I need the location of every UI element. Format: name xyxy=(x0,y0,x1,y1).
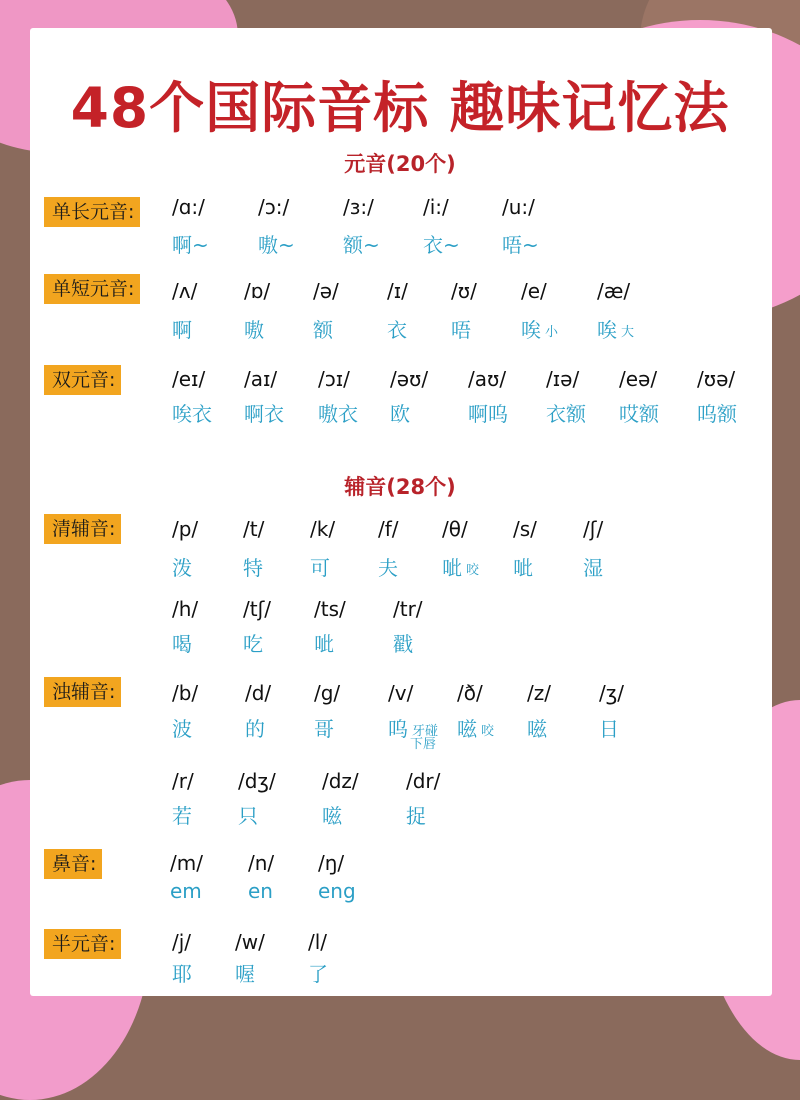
phonetic-symbol: /s/ xyxy=(513,517,537,541)
phonetic-symbol: /dz/ xyxy=(322,769,359,793)
mnemonic-text: 嗞 xyxy=(457,717,477,741)
mnemonic-text: 啊衣 xyxy=(244,402,284,426)
phonetic-symbol: /ŋ/ xyxy=(318,851,345,875)
phonetic-symbol: /f/ xyxy=(378,517,399,541)
phonetic-symbol: /æ/ xyxy=(597,279,631,303)
mnemonic-text: 唉 xyxy=(521,318,541,342)
mnemonic-text: eng xyxy=(318,879,356,903)
voiceless-label: 清辅音: xyxy=(44,514,121,544)
phonetic-symbol: /əʊ/ xyxy=(390,367,429,391)
mnemonic-text: 哎额 xyxy=(619,402,659,426)
mnemonic-note: 咬 xyxy=(481,724,495,739)
mnemonic-text: 嗷 xyxy=(244,318,264,342)
phonetic-symbol: /h/ xyxy=(172,597,199,621)
mnemonic-text: 哥 xyxy=(314,717,334,741)
mnemonic-text: 嗞 xyxy=(322,804,342,828)
phonetic-symbol: /d/ xyxy=(245,681,272,705)
phonetic-symbol: /ɪə/ xyxy=(546,367,580,391)
mnemonic-text: 呲 xyxy=(314,632,334,656)
mnemonic-text: 唉 xyxy=(597,318,617,342)
phonetic-symbol: /θ/ xyxy=(442,517,468,541)
voiced-label: 浊辅音: xyxy=(44,677,121,707)
phonetic-symbol: /l/ xyxy=(308,930,328,954)
mnemonic-text: 喔 xyxy=(235,962,255,986)
mnemonic-text: 吃 xyxy=(243,632,263,656)
mnemonic-text: en xyxy=(248,879,273,903)
phonetic-symbol: /ɔ:/ xyxy=(258,195,290,219)
phonetic-symbol: /ʒ/ xyxy=(599,681,625,705)
long-vowels-label: 单长元音: xyxy=(44,197,140,227)
phonetic-symbol: /ð/ xyxy=(457,681,483,705)
phonetic-symbol: /m/ xyxy=(170,851,203,875)
phonetic-symbol: /t/ xyxy=(243,517,265,541)
mnemonic-text: 捉 xyxy=(406,804,426,828)
phonetic-symbol: /ts/ xyxy=(314,597,346,621)
phonetic-symbol: /eə/ xyxy=(619,367,658,391)
phonetic-symbol: /u:/ xyxy=(502,195,535,219)
semivowels-label: 半元音: xyxy=(44,929,121,959)
mnemonic-note: 咬 xyxy=(466,563,480,578)
mnemonic-text: 啊呜 xyxy=(468,402,508,426)
mnemonic-text: 啊~ xyxy=(172,233,209,257)
mnemonic-text: 湿 xyxy=(583,556,603,580)
phonetic-symbol: /ɔɪ/ xyxy=(318,367,350,391)
phonetic-symbol: /tʃ/ xyxy=(243,597,272,621)
phonetic-symbol: /r/ xyxy=(172,769,194,793)
phonetic-symbol: /i:/ xyxy=(423,195,449,219)
mnemonic-text: 欧 xyxy=(390,402,410,426)
mnemonic-text: 若 xyxy=(172,804,192,828)
vowels-heading: 元音(20个) xyxy=(344,152,456,176)
mnemonic-text: 可 xyxy=(310,556,330,580)
mnemonic-text: 啊 xyxy=(172,318,192,342)
phonetic-symbol: /eɪ/ xyxy=(172,367,206,391)
mnemonic-text: 泼 xyxy=(172,556,192,580)
mnemonic-text: 戳 xyxy=(393,632,413,656)
phonetic-symbol: /v/ xyxy=(388,681,414,705)
phonetic-symbol: /aɪ/ xyxy=(244,367,278,391)
phonetic-symbol: /z/ xyxy=(527,681,551,705)
mnemonic-text: 耶 xyxy=(172,962,192,986)
mnemonic-text: 唔~ xyxy=(502,233,539,257)
mnemonic-text: 额~ xyxy=(343,233,380,257)
mnemonic-note: 下唇 xyxy=(410,737,437,752)
phonetic-symbol: /ʌ/ xyxy=(172,279,198,303)
mnemonic-text: 额 xyxy=(313,318,333,342)
phonetic-symbol: /g/ xyxy=(314,681,341,705)
mnemonic-text: 嗞 xyxy=(527,717,547,741)
mnemonic-note: 牙碰 xyxy=(412,724,439,739)
phonetic-symbol: /ʃ/ xyxy=(583,517,604,541)
mnemonic-text: 呜 xyxy=(388,717,408,741)
consonants-heading: 辅音(28个) xyxy=(344,475,456,499)
phonetic-symbol: /dr/ xyxy=(406,769,441,793)
phonetic-symbol: /p/ xyxy=(172,517,199,541)
phonetic-symbol: /ɒ/ xyxy=(244,279,271,303)
phonetic-symbol: /dʒ/ xyxy=(238,769,276,793)
mnemonic-text: 呲 xyxy=(442,556,462,580)
mnemonic-text: 只 xyxy=(238,804,258,828)
phonetic-symbol: /k/ xyxy=(310,517,336,541)
phonetic-symbol: /ɑ:/ xyxy=(172,195,205,219)
mnemonic-text: 夫 xyxy=(378,556,398,580)
mnemonic-text: 呲 xyxy=(513,556,533,580)
phonetic-symbol: /e/ xyxy=(521,279,547,303)
mnemonic-text: 唉衣 xyxy=(172,402,212,426)
mnemonic-text: 喝 xyxy=(172,632,192,656)
phonetic-symbol: /n/ xyxy=(248,851,275,875)
mnemonic-text: 的 xyxy=(245,717,265,741)
mnemonic-text: 衣~ xyxy=(423,233,460,257)
mnemonic-text: 呜额 xyxy=(697,402,737,426)
mnemonic-text: 嗷~ xyxy=(258,233,295,257)
nasals-label: 鼻音: xyxy=(44,849,102,879)
phonetic-symbol: /aʊ/ xyxy=(468,367,507,391)
mnemonic-text: 波 xyxy=(172,717,192,741)
phonetic-symbol: /ʊ/ xyxy=(451,279,477,303)
phonetic-symbol: /j/ xyxy=(172,930,192,954)
mnemonic-text: 嗷衣 xyxy=(318,402,358,426)
mnemonic-text: 衣 xyxy=(387,318,407,342)
mnemonic-text: 衣额 xyxy=(546,402,586,426)
phonetic-symbol: /tr/ xyxy=(393,597,423,621)
phonetic-symbol: /ɜ:/ xyxy=(343,195,374,219)
mnemonic-text: em xyxy=(170,879,202,903)
short-vowels-label: 单短元音: xyxy=(44,274,140,304)
diphthongs-label: 双元音: xyxy=(44,365,121,395)
phonetic-symbol: /ʊə/ xyxy=(697,367,736,391)
mnemonic-note: 大 xyxy=(621,325,635,340)
mnemonic-text: 特 xyxy=(243,556,263,580)
phonetic-symbol: /ə/ xyxy=(313,279,339,303)
mnemonic-text: 唔 xyxy=(451,318,471,342)
phonetic-symbol: /b/ xyxy=(172,681,199,705)
mnemonic-text: 了 xyxy=(308,962,328,986)
mnemonic-note: 小 xyxy=(545,325,559,340)
page-title: 48个国际音标 趣味记忆法 xyxy=(70,76,730,140)
phonetic-symbol: /w/ xyxy=(235,930,265,954)
mnemonic-text: 日 xyxy=(599,717,619,741)
phonetic-symbol: /ɪ/ xyxy=(387,279,408,303)
